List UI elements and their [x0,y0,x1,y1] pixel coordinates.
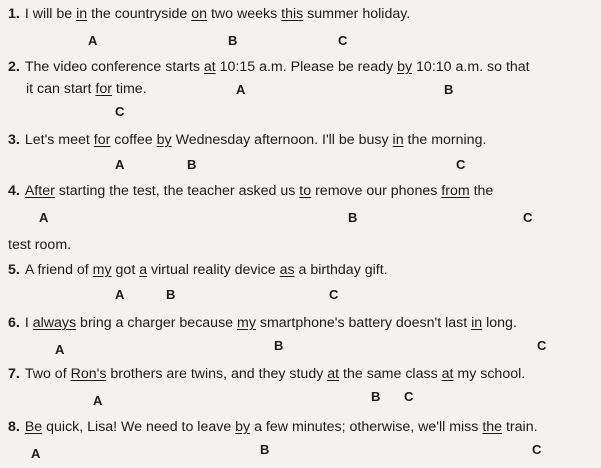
underlined-option-a: always [32,315,77,331]
underlined-option-a: Be [24,419,43,435]
option-label-c: C [329,287,339,302]
underlined-option-c: as [279,262,295,278]
text-segment: the countryside [87,6,192,22]
option-label-b: B [348,210,358,225]
question-5 [8,261,388,279]
text-segment: summer holiday. [303,6,411,22]
underlined-option-b: by [156,132,172,148]
underlined-option-b: my [237,315,256,331]
underlined-option-c: in [471,315,483,331]
text-segment: a few minutes; otherwise, we'll miss [250,419,483,435]
option-label-a: A [236,82,246,97]
question-4-continuation [8,236,71,254]
option-label-b: B [444,82,454,97]
text-segment: smartphone's battery doesn't last [255,315,472,331]
text-segment: virtual reality device [147,262,280,278]
option-label-b: B [228,33,238,48]
option-label-c: C [338,33,348,48]
question-number: 8. [8,419,20,435]
question-6 [8,314,517,332]
question-4 [8,182,493,200]
question-7 [8,365,525,383]
option-label-b: B [187,157,197,172]
text-segment: Let's meet [24,132,94,148]
underlined-option-c: at [441,366,454,382]
text-segment: a birthday gift. [294,262,388,278]
underlined-option-c: from [441,183,470,199]
question-3 [8,131,486,149]
text-segment: time. [111,81,147,97]
underlined-option-a: my [92,262,112,278]
underlined-option-c: in [392,132,404,148]
option-label-c: C [115,104,125,119]
underlined-option-c: this [281,6,304,22]
text-segment: the same class [339,366,442,382]
text-segment: I will be [24,6,77,22]
option-label-a: A [88,33,98,48]
underlined-option-c: for [95,81,112,97]
text-segment: my school. [453,366,526,382]
question-number: 7. [8,366,20,382]
underlined-option-b: on [191,6,208,22]
question-2-continuation [26,80,147,98]
text-segment: 10:15 a.m. Please be ready [215,59,398,75]
text-segment: remove our phones [311,183,442,199]
question-1 [8,5,410,23]
underlined-option-b: to [299,183,312,199]
question-number: 6. [8,315,20,331]
text-segment: train. [502,419,538,435]
option-label-a: A [115,287,125,302]
question-2 [8,58,530,76]
question-number: 1. [8,6,20,22]
text-segment: 10:10 a.m. so that [412,59,530,75]
option-label-b: B [260,442,270,457]
underlined-option-c: the [482,419,503,435]
option-label-a: A [39,210,49,225]
option-label-c: C [537,338,547,353]
option-label-b: B [166,287,176,302]
option-label-a: A [115,157,125,172]
text-segment: bring a charger because [76,315,238,331]
text-segment: brothers are twins, and they study [106,366,328,382]
underlined-option-a: After [24,183,55,199]
question-number: 4. [8,183,20,199]
text-segment: it can start [26,81,96,97]
underlined-option-a: at [203,59,216,75]
underlined-option-b: by [397,59,413,75]
underlined-option-b: a [139,262,148,278]
text-segment: quick, Lisa! We need to leave [42,419,236,435]
underlined-option-b: by [235,419,251,435]
question-number: 3. [8,132,20,148]
text-segment: The video conference starts [24,59,204,75]
underlined-option-a: in [76,6,88,22]
option-label-a: A [55,342,65,357]
text-segment: the [469,183,494,199]
underlined-option-a: for [93,132,111,148]
text-segment: got [111,262,140,278]
underlined-option-a: Ron's [70,366,107,382]
underlined-option-b: at [327,366,340,382]
text-segment: coffee [110,132,157,148]
text-segment: Two of [24,366,71,382]
question-number: 2. [8,59,20,75]
option-label-c: C [532,442,542,457]
text-segment: I [24,315,33,331]
text-segment: long. [482,315,517,331]
text-segment: A friend of [24,262,93,278]
text-segment: two weeks [207,6,282,22]
option-label-c: C [404,389,414,404]
option-label-c: C [523,210,533,225]
question-number: 5. [8,262,20,278]
option-label-b: B [371,389,381,404]
option-label-a: A [31,446,41,461]
option-label-a: A [93,393,103,408]
text-segment: Wednesday afternoon. I'll be busy [171,132,393,148]
question-8 [8,418,538,436]
option-label-c: C [456,157,466,172]
text-segment: the morning. [403,132,487,148]
option-label-b: B [274,338,284,353]
text-segment: test room. [8,237,72,253]
text-segment: starting the test, the teacher asked us [54,183,300,199]
